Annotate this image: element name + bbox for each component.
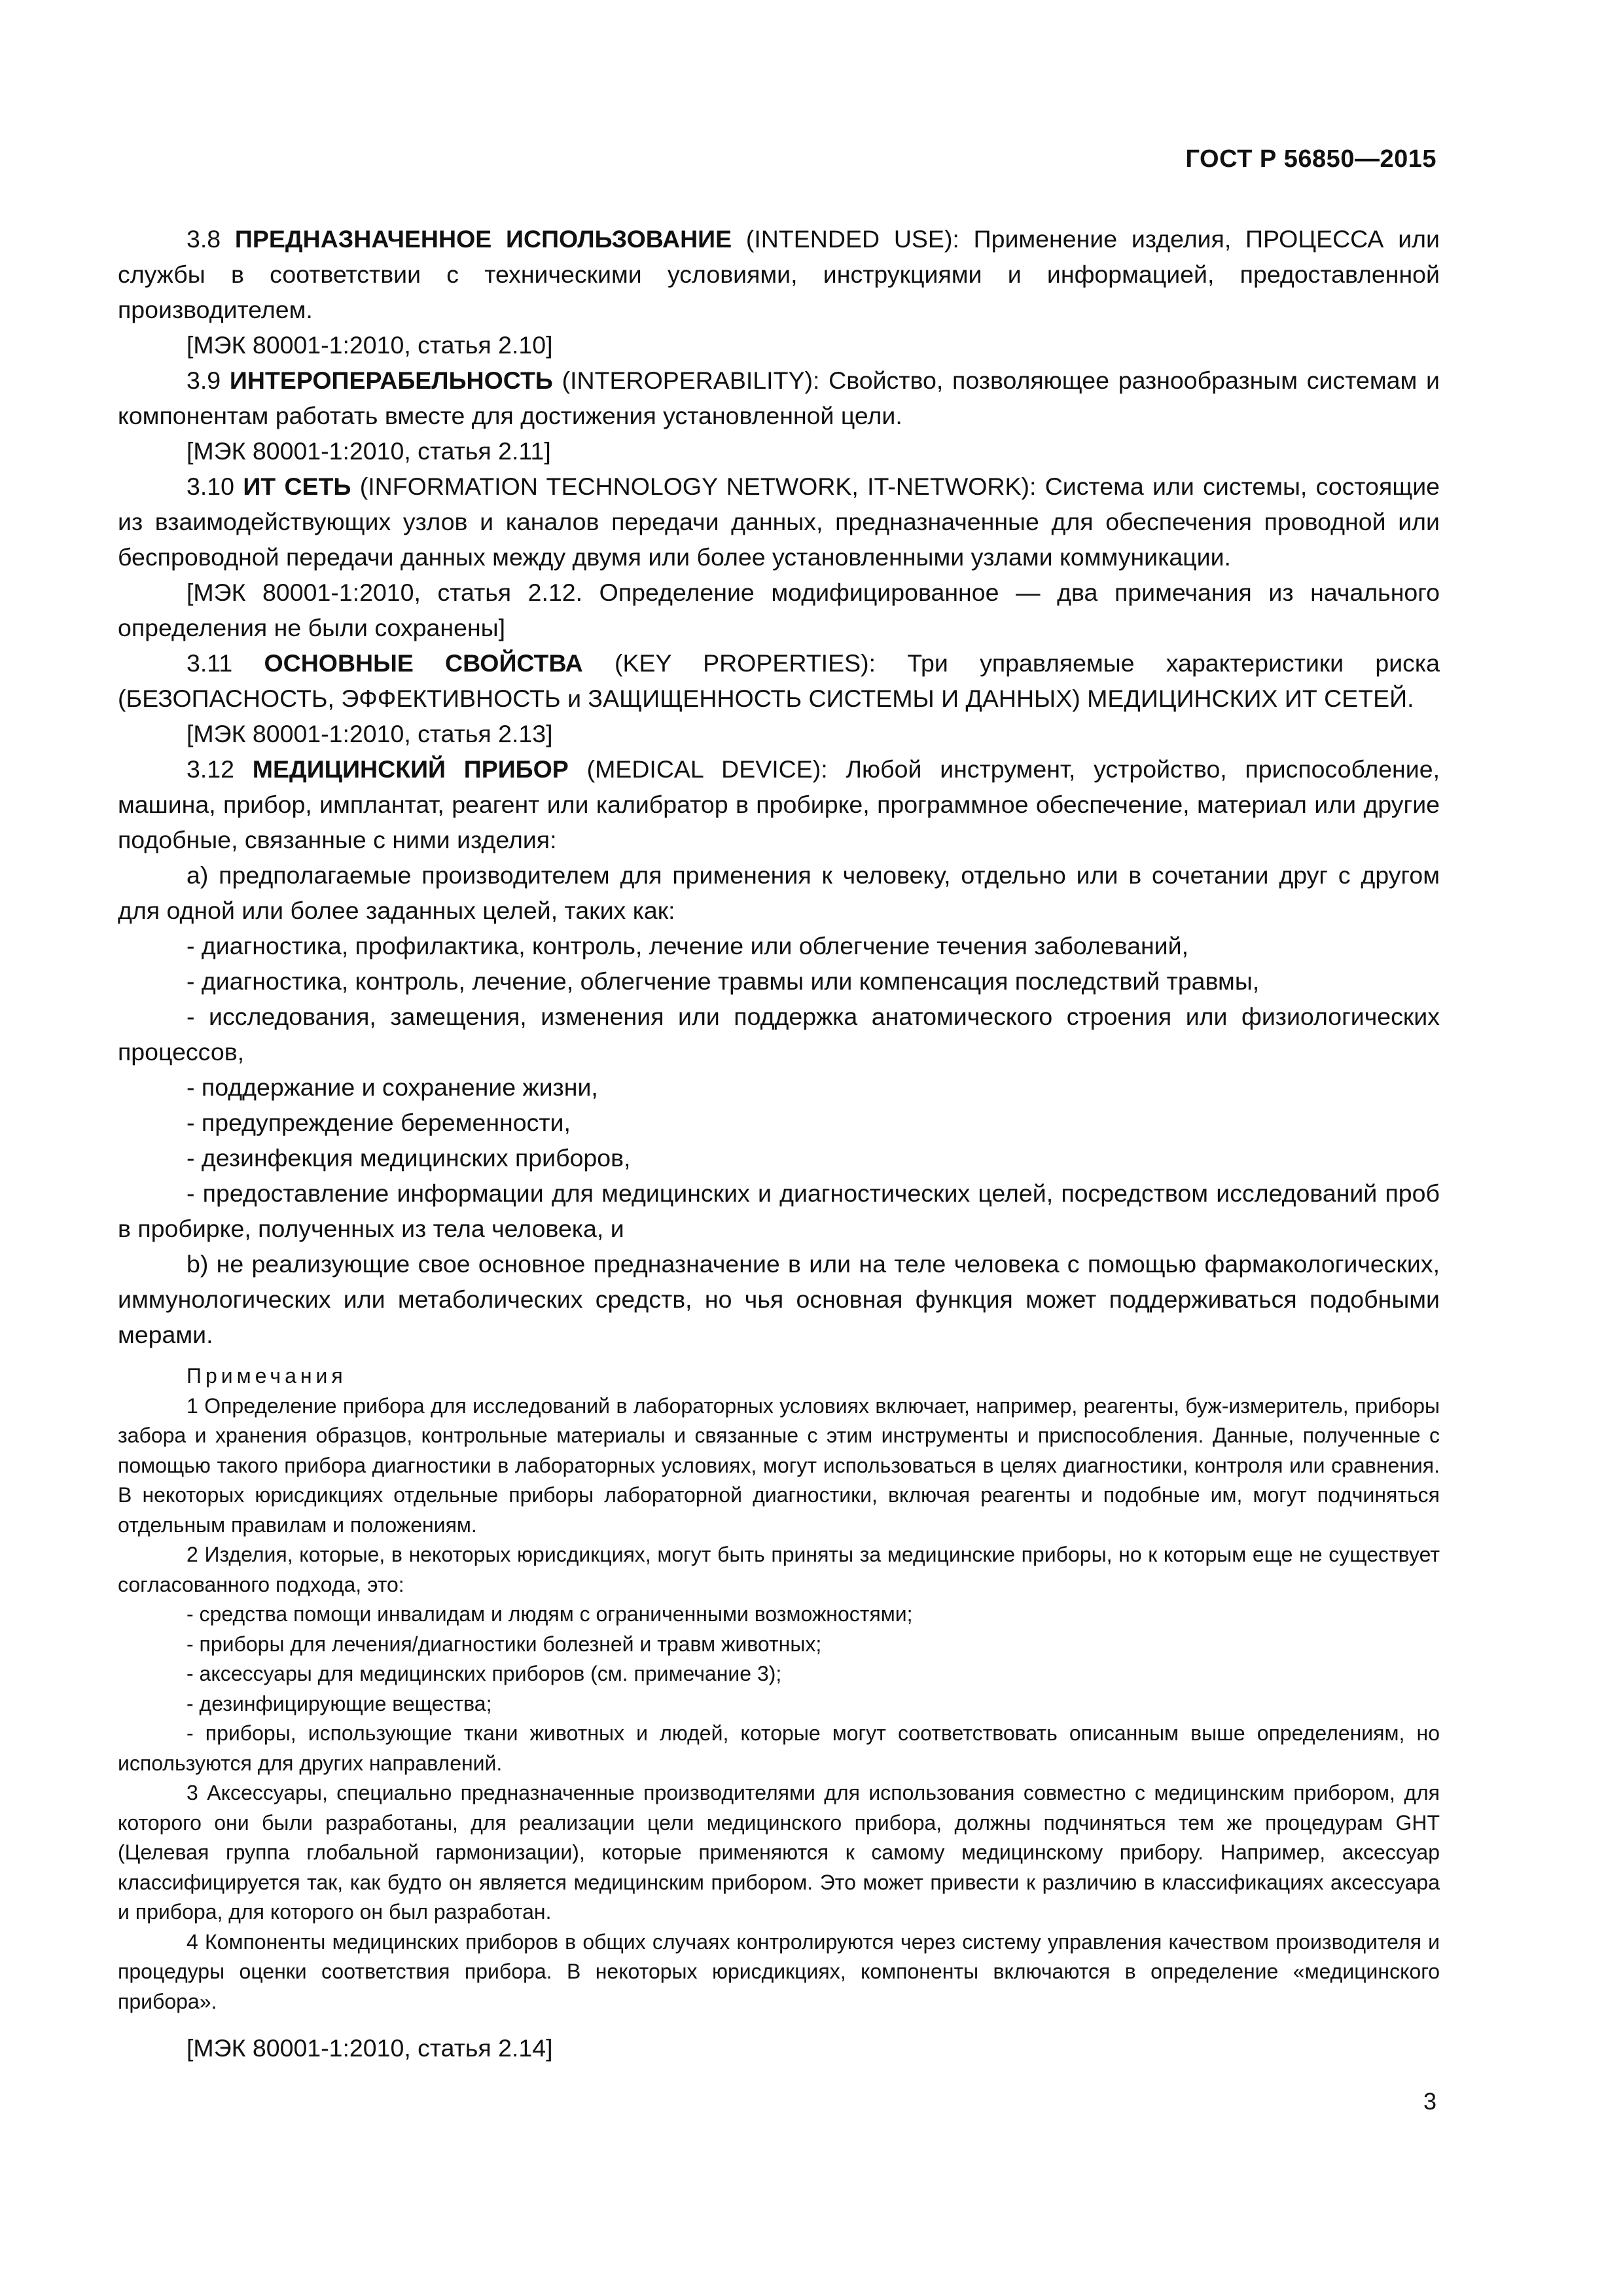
note-item: 1 Определение прибора для исследований в лабораторных условиях включает, например, реагенты, буж-измеритель, приборы забора и хранения образцов, контрольные материалы и связанные с этим инструменты и приспособления. Данные, полученные с помощью такого прибора диагностики в лабораторных условиях, могут использоваться в целях диагностики, контроля или сравнения. В некоторых юрисдикциях отдельные приборы лабораторной диагностики, включая реагенты и подобные им, могут подчиняться отдельным правилам и положениям. xyxy=(118,1393,1440,1537)
device-item: - исследования, замещения, изменения или поддержка анатомического строения или физиологических процессов, xyxy=(118,1003,1440,1066)
notes-section xyxy=(118,1361,1440,2017)
definition-reference: [МЭК 80001-1:2010, статья 2.13] xyxy=(187,720,553,747)
definition-term: ОСНОВНЫЕ СВОЙСТВА xyxy=(264,649,583,677)
definition-text: (MEDICAL DEVICE): Любой инструмент, устройство, приспособление, машина, прибор, имплантат, реагент или калибратор в пробирке, программное обеспечение, материал или другие подобные, связанные с ними изделия: xyxy=(118,755,1440,853)
definition-3-9 xyxy=(118,363,1440,433)
note-item: - дезинфицирующие вещества; xyxy=(187,1691,492,1715)
device-item: - предоставление информации для медицинских и диагностических целей, посредством исследований проб в пробирке, полученных из тела человека, и xyxy=(118,1179,1440,1242)
definition-number: 3.11 xyxy=(187,649,233,677)
definition-number: 3.8 xyxy=(187,225,221,253)
final-reference: [МЭК 80001-1:2010, статья 2.14] xyxy=(187,2034,553,2062)
device-item: - диагностика, профилактика, контроль, лечение или облегчение течения заболеваний, xyxy=(187,932,1188,960)
note-item: 3 Аксессуары, специально предназначенные производителями для использования совместно с медицинским прибором, для которого они были разработаны, для реализации цели медицинского прибора, должны подчиняться тем же процедурам GHT (Целевая группа глобальной гармонизации), которые применяются к самому медицинскому прибору. Например, аксессуар классифицируется так, как будто он является медицинским прибором. Это может привести к различию в классификациях аксессуара и прибора, для которого он был разработан. xyxy=(118,1781,1440,1924)
note-item: - аксессуары для медицинских приборов (см. примечание 3); xyxy=(187,1662,782,1685)
definition-number: 3.12 xyxy=(187,755,234,783)
definition-term: МЕДИЦИНСКИЙ ПРИБОР xyxy=(252,755,569,783)
definition-term: ИТ СЕТЬ xyxy=(243,473,351,500)
definition-text: (KEY PROPERTIES): Три управляемые характеристики риска (БЕЗОПАСНОСТЬ, ЭФФЕКТИВНОСТЬ и ЗАЩИЩЕННОСТЬ СИСТЕМЫ И ДАННЫХ) МЕДИЦИНСКИХ ИТ СЕТЕЙ. xyxy=(118,649,1440,712)
definition-term: ПРЕДНАЗНАЧЕННОЕ ИСПОЛЬЗОВАНИЕ xyxy=(234,225,732,253)
note-item: 2 Изделия, которые, в некоторых юрисдикциях, могут быть приняты за медицинские приборы, но к которым еще не существует согласованного подхода, это: xyxy=(118,1543,1440,1596)
definition-reference: [МЭК 80001-1:2010, статья 2.12. Определение модифицированное — два примечания из начального определения не были сохранены] xyxy=(118,579,1440,641)
document-header: ГОСТ Р 56850—2015 xyxy=(1185,145,1436,173)
page-number: 3 xyxy=(1423,2088,1436,2115)
definition-3-12 xyxy=(118,751,1440,857)
definition-term: ИНТЕРОПЕРАБЕЛЬНОСТЬ xyxy=(229,367,553,394)
notes-title: Примечания xyxy=(187,1364,347,1388)
definition-text: (INFORMATION TECHNOLOGY NETWORK, IT-NETWORK): Система или системы, состоящие из взаимодействующих узлов и каналов передачи данных, предназначенные для обеспечения проводной или беспроводной передачи данных между двумя или более установленными узлами коммуникации. xyxy=(118,473,1440,571)
note-item: - приборы, использующие ткани животных и людей, которые могут соответствовать описанным выше определениям, но используются для других направлений. xyxy=(118,1721,1440,1775)
device-item: b) не реализующие свое основное предназначение в или на теле человека с помощью фармакологических, иммунологических или метаболических средств, но чья основная функция может поддерживаться подобными мерами. xyxy=(118,1250,1440,1348)
definition-3-10 xyxy=(118,469,1440,575)
definition-reference: [МЭК 80001-1:2010, статья 2.10] xyxy=(187,331,553,359)
definition-3-11 xyxy=(118,645,1440,716)
device-item: a) предполагаемые производителем для применения к человеку, отдельно или в сочетании друг с другом для одной или более заданных целей, таких как: xyxy=(118,861,1440,924)
definition-3-8 xyxy=(118,221,1440,327)
note-item: - приборы для лечения/диагностики болезней и травм животных; xyxy=(187,1632,822,1656)
definition-number: 3.9 xyxy=(187,367,221,394)
device-item: - дезинфекция медицинских приборов, xyxy=(187,1144,631,1172)
definition-reference: [МЭК 80001-1:2010, статья 2.11] xyxy=(187,437,551,465)
device-item: - предупреждение беременности, xyxy=(187,1109,571,1136)
definition-text: (INTENDED USE): Применение изделия, ПРОЦЕССА или службы в соответствии с техническими условиями, инструкциями и информацией, предоставленной производителем. xyxy=(118,225,1440,323)
definition-text: (INTEROPERABILITY): Свойство, позволяющее разнообразным системам и компонентам работать вместе для достижения установленной цели. xyxy=(118,367,1440,429)
definition-number: 3.10 xyxy=(187,473,234,500)
note-item: - средства помощи инвалидам и людям с ограниченными возможностями; xyxy=(187,1602,913,1626)
device-item: - поддержание и сохранение жизни, xyxy=(187,1073,598,1101)
note-item: 4 Компоненты медицинских приборов в общих случаях контролируются через систему управления качеством производителя и процедуры оценки соответствия прибора. В некоторых юрисдикциях, компоненты включаются в определение «медицинского прибора». xyxy=(118,1929,1440,2013)
definitions-body xyxy=(118,221,1440,1352)
device-item: - диагностика, контроль, лечение, облегчение травмы или компенсация последствий травмы, xyxy=(187,967,1260,995)
